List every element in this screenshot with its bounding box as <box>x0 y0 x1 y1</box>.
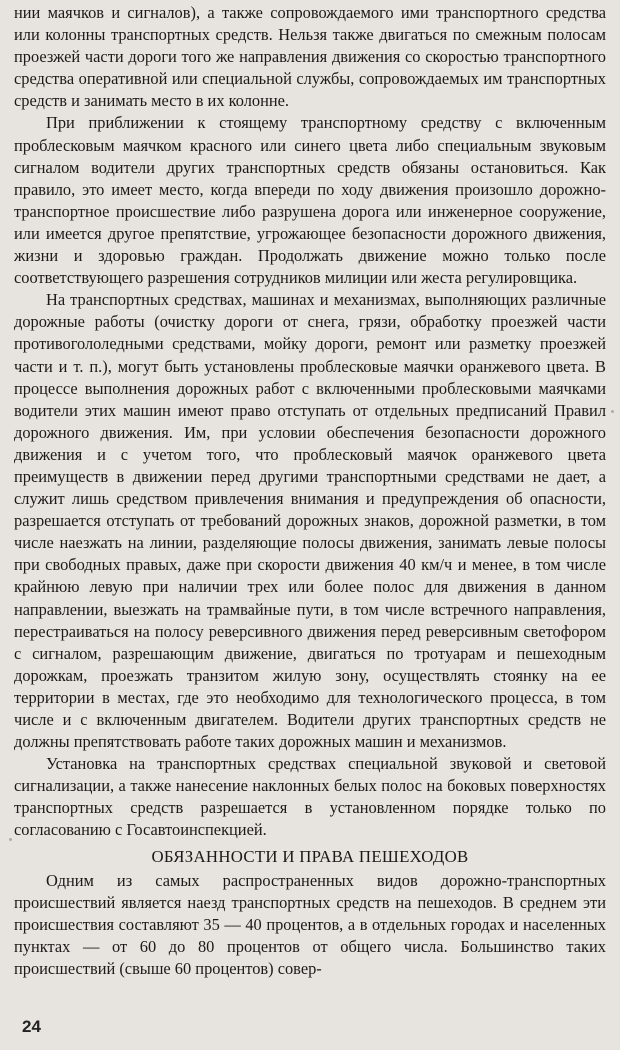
paragraph-road-works: На транспортных средствах, машинах и механизмах, выполняющих различные дорожные работы (очистку дороги от снега, грязи, обработку проезжей части противогололедными средствами, мойку дороги, ремонт или разметку проезжей части и т. п.), могут быть установлены проблесковые маячки оранжевого цвета. В процессе выполнения дорожных работ с включенными проблесковыми маячками водители этих машин имеют право отступать от отдельных предписаний Правил дорожного движения. Им, при условии обеспечения безопасности дорожного движения и с учетом того, что проблесковый маячок оранжевого цвета преимуществ в движении перед другими транспортными средствами не дает, а служит лишь средством привлечения внимания и предупреждения об опасности, разрешается отступать от требований дорожных знаков, дорожной разметки, в том числе наезжать на линии, разделяющие полосы движения, занимать левые полосы при свободных правых, даже при скорости движения 40 км/ч и менее, в том числе крайнюю левую при наличии трех или более полос для движения в данном направлении, выезжать на трамвайные пути, в том числе встречного направления, перестраиваться на полосу реверсивного движения перед реверсивным светофором с сигналом, разрешающим движение, двигаться по тротуарам и пешеходным дорожкам, проезжать транзитом жилую зону, осуществлять стоянку на ее территории в местах, где это необходимо для технологического процесса, в том числе и с включенным двигателем. Водители других транспортных средств не должны препятствовать работе таких дорожных машин и механизмов. <box>14 290 606 752</box>
paragraph-continued: нии маячков и сигналов), а также сопровождаемого ими транспортного средства или колонны транспортных средств. Нельзя также двигаться по смежным полосам проезжей части дороги того же направления движения со скоростью транспортного средства оперативной или специальной службы, сопровождаемых им транспортных средств и занимать место в их колонне. <box>14 3 606 111</box>
scan-speck <box>611 410 614 413</box>
paragraph-signal-installation: Установка на транспортных средствах специальной звуковой и световой сигнализации, а также нанесение наклонных белых полос на боковых поверхностях транспортных средств разрешается в установленном порядке только по согласованию с Госавтоинспекцией. <box>14 754 606 840</box>
page-number: 24 <box>22 1017 41 1036</box>
paragraph-emergency-vehicle: При приближении к стоящему транспортному средству с включенным проблесковым маячком красного или синего цвета либо специальным звуковым сигналом водители других транспортных средств обязаны остановиться. Как правило, это имеет место, когда впереди по ходу движения произошло дорожно-транспортное происшествие либо разрушена дорога или инженерное сооружение, или имеется другое препятствие, угрожающее безопасности дорожного движения, жизни и здоровью граждан. Продолжать движение можно только после соответствующего разрешения сотрудников милиции или жеста регулировщика. <box>14 113 606 288</box>
scan-speck <box>9 838 12 841</box>
paragraph-pedestrians: Одним из самых распространенных видов дорожно-транспортных происшествий является наезд транспортных средств на пешеходов. В среднем эти происшествия составляют 35 — 40 процентов, а в отдельных городах и населенных пунктах — от 60 до 80 процентов от общего числа. Большинство таких происшествий (свыше 60 процентов) совер- <box>14 870 606 979</box>
section-heading: ОБЯЗАННОСТИ И ПРАВА ПЕШЕХОДОВ <box>151 846 469 866</box>
